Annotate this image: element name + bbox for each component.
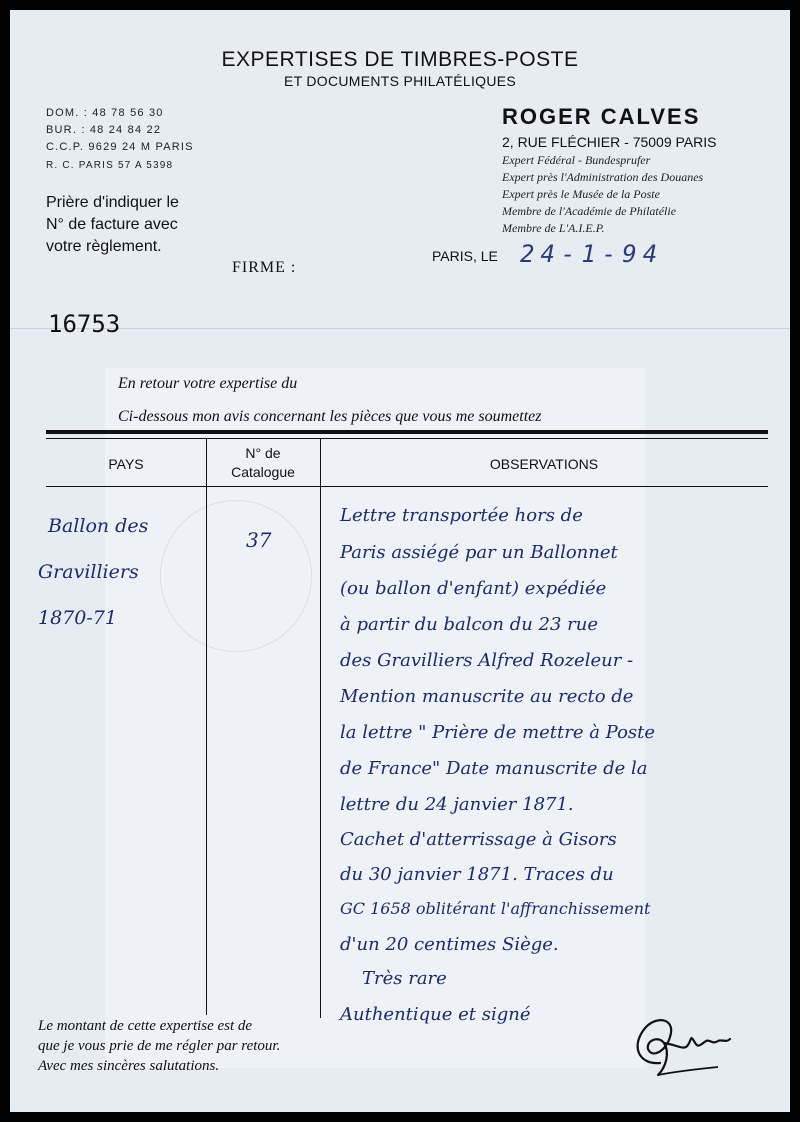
payment-notice [46,192,179,258]
conclusion-authentic: Authentique et signé [340,1004,531,1025]
payment-notice-line: votre règlement. [46,238,162,255]
intro-line: Ci-dessous mon avis concernant les pièces que vous me soumettez [118,408,542,425]
fold-line [10,328,790,329]
expert-title: Expert près le Musée de la Poste [502,187,660,201]
place-label: PARIS, LE [432,248,498,264]
closing-line: que je vous prie de me régler par retour. [38,1038,281,1054]
observation-line: d'un 20 centimes Siège. [340,934,559,955]
payment-notice-line: Prière d'indiquer le [46,194,179,211]
document-subtitle: ET DOCUMENTS PHILATÉLIQUES [283,73,517,89]
contact-dom: DOM. : 48 78 56 30 [46,107,164,119]
intro-line: En retour votre expertise du [118,375,298,392]
pays-line: 1870-71 [38,607,117,629]
catalogue-number: 37 [246,528,272,552]
center-panel [105,368,648,1068]
expertise-document [10,10,790,1112]
handwritten-date: 24-1-94 [520,240,664,268]
observation-line: lettre du 24 janvier 1871. [340,794,574,815]
observation-line: du 30 janvier 1871. Traces du [340,864,614,885]
closing-line: Le montant de cette expertise est de [38,1018,253,1034]
observation-line: des Gravilliers Alfred Rozeleur - [340,650,634,671]
observation-line: de France" Date manuscrite de la [340,758,648,779]
expert-title: Expert Fédéral - Bundesprufer [502,153,651,167]
closing-text [38,1016,280,1076]
observation-line: la lettre " Prière de mettre à Poste [340,722,656,743]
observation-line: Paris assiégé par un Ballonnet [340,542,618,563]
conclusion-rarity: Très rare [362,968,447,989]
payment-notice-line: N° de facture avec [46,216,178,233]
invoice-number: 16753 [48,310,121,338]
embossed-stamp [160,500,312,652]
observation-line: GC 1658 oblitérant l'affranchissement [340,899,651,918]
firme-label: FIRME : [232,259,297,276]
contact-ccp: C.C.P. 9629 24 M PARIS [46,141,194,153]
observation-line: Mention manuscrite au recto de [340,686,634,707]
contact-bur: BUR. : 48 24 84 22 [46,124,162,136]
header-catalogue-line2: Catalogue [231,464,295,480]
signature [618,1005,748,1085]
observation-line: Lettre transportée hors de [340,505,583,526]
header-pays: PAYS [108,456,144,472]
expert-name: ROGER CALVES [502,104,701,129]
document-title: EXPERTISES DE TIMBRES-POSTE [221,48,579,71]
observation-line: (ou ballon d'enfant) expédiée [340,578,607,599]
observation-line: Cachet d'atterrissage à Gisors [340,829,617,850]
header-catalogue-line1: N° de [245,445,281,461]
pays-line: Gravilliers [38,561,139,583]
expert-title: Membre de l'Académie de Philatélie [502,204,677,218]
contact-rc: R. C. PARIS 57 A 5398 [46,160,174,171]
table-top-rule [46,430,768,434]
column-divider [206,438,207,1015]
column-divider [320,438,321,1018]
pays-line: Ballon des [48,515,149,537]
expert-address: 2, RUE FLÉCHIER - 75009 PARIS [502,134,717,150]
expert-title: Expert près l'Administration des Douanes [502,170,704,184]
header-observations: OBSERVATIONS [489,456,599,472]
closing-line: Avec mes sincères salutations. [38,1058,220,1074]
table-header-rule [46,486,768,487]
table-top-rule-thin [46,438,768,439]
observation-line: à partir du balcon du 23 rue [340,614,599,635]
expert-title: Membre de L'A.I.E.P. [502,221,605,235]
